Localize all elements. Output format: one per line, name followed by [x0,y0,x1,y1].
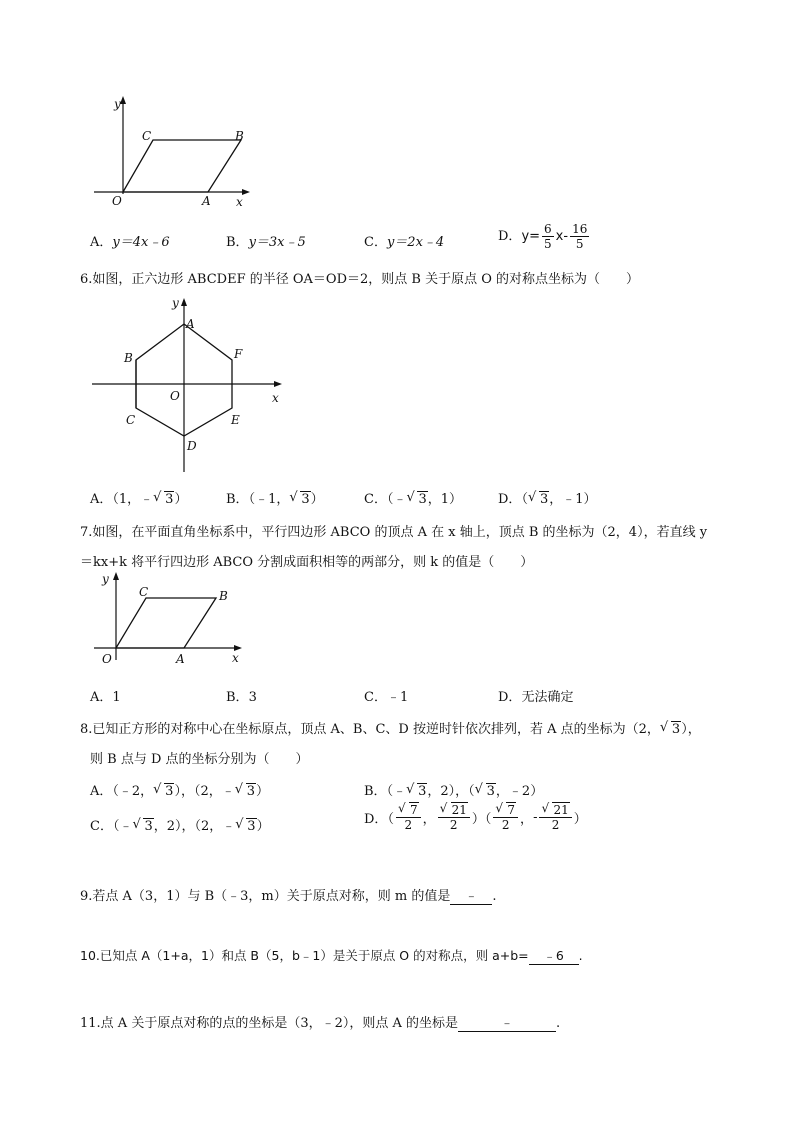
q8-c-pre: （﹣ [112,819,133,834]
fig7-label-a: A [176,652,185,666]
q8-a-rad1: 3 [165,784,174,799]
figure-q5-parallelogram [88,92,258,212]
fig6-label-f: F [234,347,243,361]
q8-a-sqrt2: √ 3 [234,782,256,799]
q8-option-b-label: B． [364,784,387,799]
q8-d-sep3: ， [520,812,534,827]
q8-c-rad2: 3 [247,819,256,834]
q8-a-post: ） [256,784,270,799]
q8-d-neg: - [533,810,538,825]
q8-option-b[interactable] [364,780,543,799]
q6-c-post: ，1） [427,492,463,507]
fig6-label-c: C [126,413,136,427]
q9-answer-blank[interactable]: ﹣ [450,885,492,905]
q8-a-sqrt1: √ 3 [153,782,174,799]
q8-d-frac4: √ 21 2 [539,803,571,832]
fig7-label-c: C [139,585,149,599]
q6-option-d[interactable] [498,488,597,507]
q6-option-a-label: A． [90,492,113,507]
q8-d-den2: 2 [449,818,458,832]
q8-c-post: ） [256,819,270,834]
q7-option-d-text: 无法确定 [521,690,574,705]
q7-option-a-label: A． [90,690,113,705]
fig5-label-c: C [142,129,152,143]
q6-c-pre: （﹣ [386,492,407,507]
q5-d-frac1-den: 5 [544,237,552,251]
q5-option-d-frac1 [542,222,554,251]
q5-option-b-label: B． [226,235,249,250]
q8-stem-line1 [80,718,701,737]
q8-b-sqrt1: √ 3 [406,782,427,799]
q8-option-d-label: D． [364,812,388,827]
q5-option-b[interactable] [226,231,306,250]
q7-option-b[interactable] [226,686,257,705]
figure-q7-parallelogram [88,568,258,672]
fig5-label-x: x [236,195,243,209]
q8-b-post: ，﹣2） [495,784,544,799]
q5-option-c-label: C． [364,235,387,250]
q8-stem-line2: 则 B 点与 D 点的坐标分别为（ ） [90,752,309,767]
fig6-label-a: A [186,317,195,331]
q8-c-sqrt2: √ 3 [235,817,256,834]
fig5-label-a: A [202,194,211,208]
q8-a-pre: （﹣2， [112,784,154,799]
q6-b-pre: （﹣1， [248,492,290,507]
q8-b-rad1: 3 [418,784,427,799]
q8-d-sep2: ）（ [471,812,492,827]
q11-post: . [556,1016,561,1031]
q8-d-frac3: √ 7 2 [493,803,518,832]
q10-post: . [578,948,583,963]
fig6-label-d: D [187,439,197,453]
q7-option-b-label: B． [226,690,249,705]
q10-answer-blank[interactable]: ﹣6 [529,946,579,965]
q8-stem1-post: ）， [681,722,701,737]
q5-option-c-text: y＝2x﹣4 [386,235,445,250]
q8-d-sep1: ， [422,812,436,827]
q8-option-d[interactable] [364,803,587,832]
q7-option-a[interactable] [90,686,121,705]
fig7-label-b: B [219,589,228,603]
fig6-label-o: O [170,389,180,403]
q5-option-a-text: y＝4x﹣6 [112,235,170,250]
q8-d-den4: 2 [551,818,560,832]
q6-option-b-label: B． [226,492,249,507]
q11-answer-blank[interactable]: ﹣ [458,1012,556,1032]
q7-option-c[interactable] [364,686,408,705]
q6-stem: 6.如图，正六边形 ABCDEF 的半径 OA＝OD＝2，则点 B 关于原点 O 的对称点坐标为（ ） [80,272,640,287]
q5-option-b-text: y＝3x﹣5 [248,235,306,250]
fig5-label-o: O [112,194,122,208]
q8-b-pre: （﹣ [386,784,407,799]
q7-stem-line2: ＝kx+k 将平行四边形 ABCO 分割成面积相等的两部分，则 k 的值是（ ） [80,555,534,570]
q8-d-num3: 7 [507,803,516,817]
q7-option-d-label: D． [498,690,522,705]
q8-d-num4: 21 [553,803,569,817]
q8-stem1-text: 8.已知正方形的对称中心在坐标原点，顶点 A、B、C、D 按逆时针依次排列，若 A 点的坐标为（2， [80,722,660,737]
q5-d-frac1-num: 6 [544,222,552,236]
q6-b-rad: 3 [301,492,310,507]
q5-option-a-label: A． [90,235,113,250]
figure-q6-hexagon [88,294,298,474]
q5-option-a[interactable] [90,231,170,250]
q6-a-post: ） [174,492,188,507]
q8-c-rad1: 3 [144,819,153,834]
fig6-label-e: E [231,413,240,427]
q9-question [80,885,496,905]
q7-option-a-text: 1 [112,690,121,705]
q8-stem1-rad: 3 [671,722,681,737]
q6-d-pre: （ [521,492,528,507]
q8-stem1-sqrt: √ 3 [659,720,681,737]
fig7-label-y: y [102,572,109,586]
q8-d-open: （ [387,812,394,827]
q6-option-c[interactable] [364,488,462,507]
q5-option-d-mid: x- [555,229,569,244]
fig6-label-x: x [272,391,279,405]
q6-c-rad: 3 [418,492,427,507]
q5-option-d-pre: y= [521,229,541,244]
q8-d-frac2: √ 21 2 [438,803,470,832]
q6-option-c-label: C． [364,492,387,507]
q6-option-d-label: D． [498,492,522,507]
q7-option-b-text: 3 [248,690,257,705]
q5-d-frac2-num: 16 [572,222,588,236]
q8-d-den3: 2 [501,818,510,832]
q5-option-d-label: D． [498,229,522,244]
q7-option-c-label: C． [364,690,387,705]
q10-text: 10.已知点 A（1+a，1）和点 B（5，b﹣1）是关于原点 O 的对称点，则 a+b= [80,948,529,963]
q8-d-num1: 7 [409,803,418,817]
q10-question [80,946,583,965]
q5-option-d-frac2 [570,222,589,251]
q5-option-c[interactable] [364,231,444,250]
q8-option-a[interactable] [90,780,269,799]
q8-c-sqrt1: √ 3 [132,817,153,834]
q11-question [80,1012,560,1032]
q6-a-pre: （1，﹣ [112,492,154,507]
fig7-label-x: x [232,651,239,665]
q7-stem-line1: 7.如图，在平面直角坐标系中，平行四边形 ABCO 的顶点 A 在 x 轴上，顶点 B 的坐标为（2，4），若直线 y [80,525,708,540]
q7-option-d[interactable] [498,686,573,705]
q8-b-rad2: 3 [486,784,495,799]
q8-c-mid: ，2），（2，﹣ [153,819,236,834]
q8-option-a-label: A． [90,784,113,799]
q6-b-post: ） [310,492,324,507]
q5-d-frac2-den: 5 [575,237,584,251]
q8-d-frac1: √ 7 2 [396,803,421,832]
fig7-label-o: O [102,652,112,666]
q6-option-a[interactable] [90,488,187,507]
q6-c-sqrt: √ 3 [406,490,427,507]
q8-b-sqrt2: √ 3 [474,782,495,799]
q6-d-sqrt: √ 3 [527,490,549,507]
q6-d-rad: 3 [539,492,549,507]
q8-option-c[interactable] [90,815,270,834]
q8-b-mid: ，2），（ [427,784,475,799]
q6-a-rad: 3 [165,492,174,507]
fig6-label-b: B [124,351,133,365]
q7-option-c-text: ﹣1 [386,690,409,705]
fig6-label-y: y [172,296,179,310]
q9-post: . [492,889,497,904]
fig5-label-y: y [114,97,121,111]
q6-option-b[interactable] [226,488,324,507]
q6-a-sqrt: √ 3 [153,490,174,507]
q8-d-num2: 21 [451,803,467,817]
q8-d-close: ） [573,812,587,827]
q8-option-c-label: C． [90,819,113,834]
q6-b-sqrt: √ 3 [289,490,310,507]
q6-d-post: ，﹣1） [549,492,597,507]
q8-a-rad2: 3 [246,784,256,799]
q8-a-mid: ），（2，﹣ [174,784,235,799]
q5-option-d[interactable] [498,222,591,251]
q9-text: 9.若点 A（3，1）与 B（﹣3，m）关于原点对称，则 m 的值是 [80,889,451,904]
fig5-label-b: B [235,129,244,143]
q11-text: 11.点 A 关于原点对称的点的坐标是（3，﹣2），则点 A 的坐标是 [80,1016,459,1031]
q8-d-den1: 2 [404,818,413,832]
